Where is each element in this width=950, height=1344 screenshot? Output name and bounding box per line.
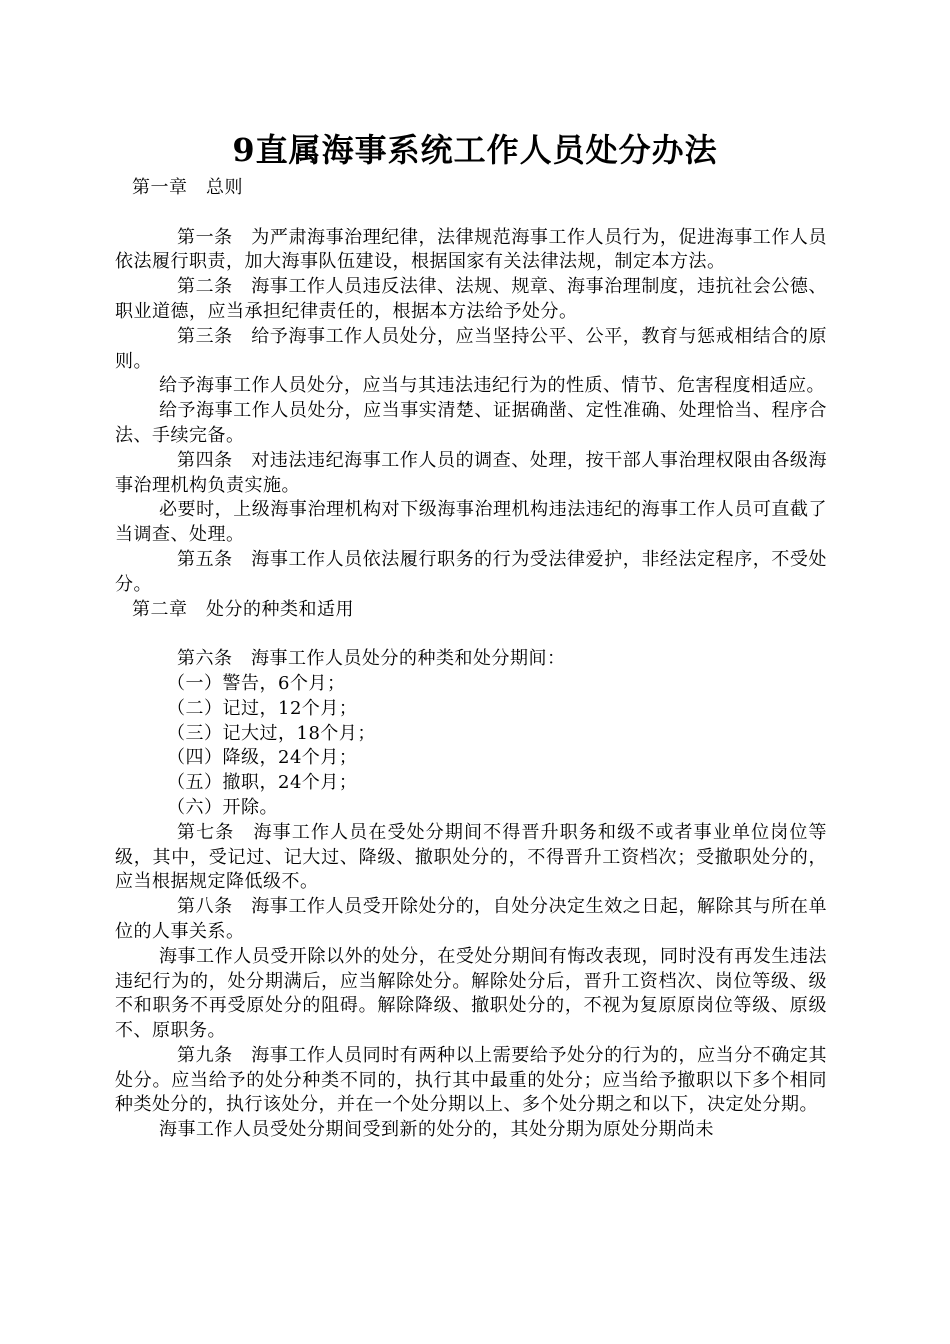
penalty-item: （六）开除。	[167, 796, 278, 818]
article-3-paragraph: 给予海事工作人员处分，应当事实清楚、证据确凿、定性准确、处理恰当、程序合法、手续完备。	[115, 400, 827, 446]
document-title: 9直属海事系统工作人员处分办法	[232, 131, 718, 169]
article-9: 第九条 海事工作人员同时有两种以上需要给予处分的行为的，应当分不确定其处分。应当给予的处分种类不同的，执行其中最重的处分；应当给予撤职以下多个相同种类处分的，执行该处分，并在一个处分期以上、多个处分期之和以下，决定处分期。	[115, 1044, 827, 1116]
penalty-item: （一）警告，6个月；	[167, 672, 346, 694]
article-7: 第七条 海事工作人员在受处分期间不得晋升职务和级不或者事业单位岗位等级，其中，受记过、记大过、降级、撤职处分的，不得晋升工资档次；受撤职处分的，应当根据规定降低级不。	[115, 821, 827, 893]
penalty-item: （三）记大过，18个月；	[167, 722, 376, 744]
article-2: 第二条 海事工作人员违反法律、法规、规章、海事治理制度，违抗社会公德、职业道德，应当承担纪律责任的，根据本方法给予处分。	[115, 276, 827, 322]
article-4-paragraph: 必要时，上级海事治理机构对下级海事治理机构违法违纪的海事工作人员可直截了当调查、处理。	[115, 499, 827, 546]
article-1: 第一条 为严肃海事治理纪律，法律规范海事工作人员行为，促进海事工作人员依法履行职责，加大海事队伍建设，根据国家有关法律法规，制定本方法。	[115, 226, 827, 273]
article-8-paragraph: 海事工作人员受开除以外的处分，在受处分期间有悔改表现，同时没有再发生违法违纪行为的，处分期满后，应当解除处分。解除处分后，晋升工资档次、岗位等级、级不和职务不再受原处分的阻碍。解除降级、撤职处分的，不视为复原原岗位等级、原级不、原职务。	[115, 945, 827, 1042]
penalty-item: （二）记过，12个月；	[167, 697, 358, 719]
penalty-item: （四）降级，24个月；	[167, 747, 358, 769]
document-body	[115, 176, 827, 1143]
article-4: 第四条 对违法违纪海事工作人员的调查、处理，按干部人事治理权限由各级海事治理机构负责实施。	[115, 449, 827, 496]
chapter-heading: 第一章 总则	[132, 177, 243, 198]
penalty-item: （五）撤职，24个月；	[167, 772, 358, 794]
article-9-paragraph: 海事工作人员受处分期间受到新的处分的，其处分期为原处分期尚未	[159, 1119, 714, 1141]
article-5: 第五条 海事工作人员依法履行职务的行为受法律爱护，非经法定程序，不受处分。	[115, 548, 827, 595]
article-8: 第八条 海事工作人员受开除处分的，自处分决定生效之日起，解除其与所在单位的人事关系。	[115, 896, 827, 942]
article-3: 第三条 给予海事工作人员处分，应当坚持公平、公平，教育与惩戒相结合的原则。	[115, 325, 827, 372]
chapter-heading: 第二章 处分的种类和适用	[132, 598, 354, 620]
article-6: 第六条 海事工作人员处分的种类和处分期间：	[177, 648, 566, 670]
article-3-paragraph: 给予海事工作人员处分，应当与其违法违纪行为的性质、情节、危害程度相适应。	[159, 375, 825, 397]
